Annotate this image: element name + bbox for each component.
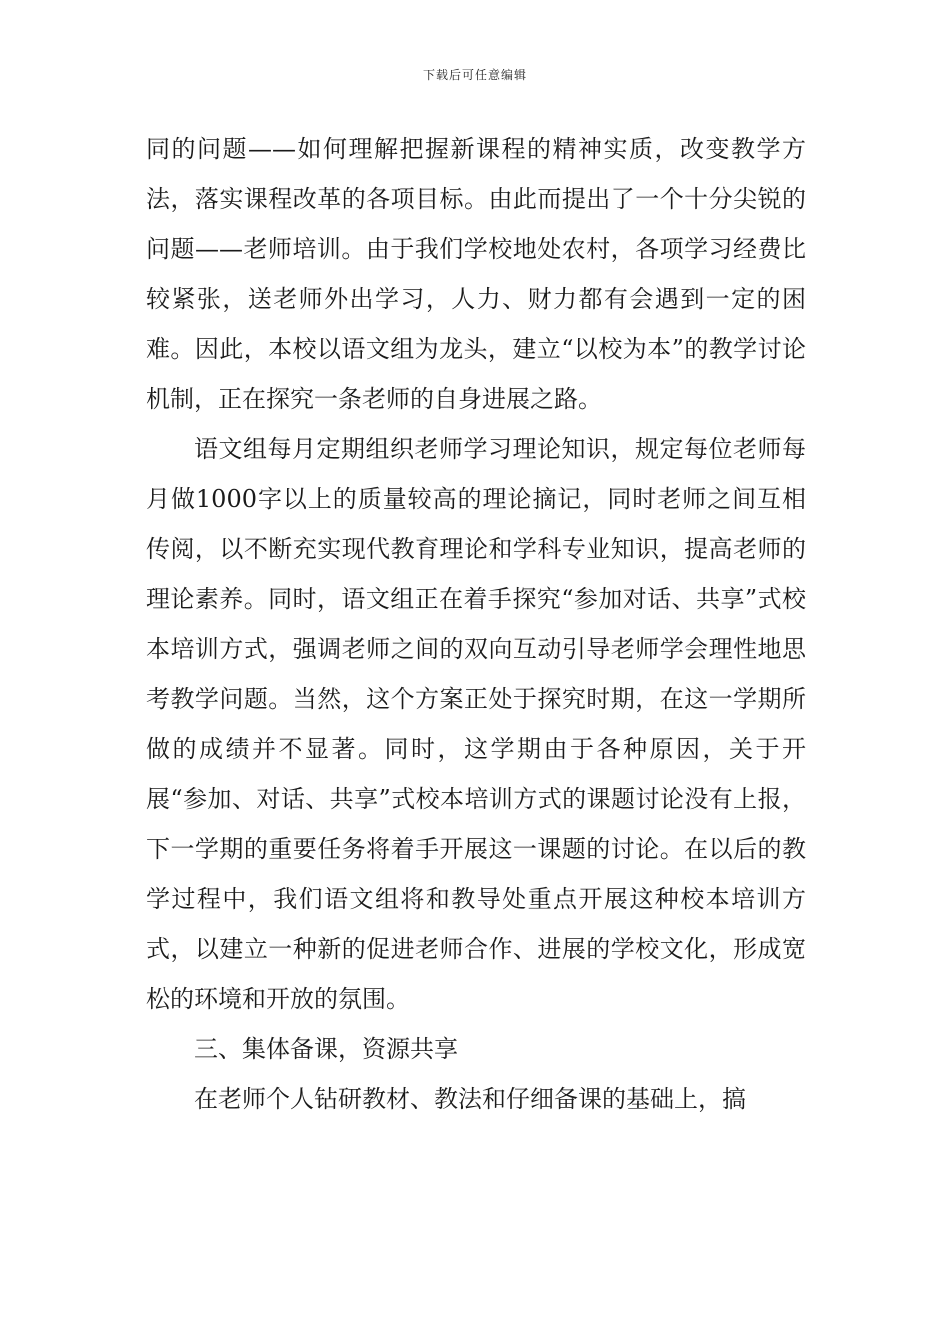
page-header: 下载后可任意编辑: [422, 68, 527, 82]
document-body: [146, 124, 806, 1124]
paragraph-collective-prep: 在老师个人钻研教材、教法和仔细备课的基础上，搞: [194, 1085, 746, 1113]
section-heading: 三、集体备课，资源共享: [194, 1035, 458, 1063]
paragraph-continued: 同的问题——如何理解把握新课程的精神实质，改变教学方法，落实课程改革的各项目标。由此而提出了一个十分尖锐的问题——老师培训。由于我们学校地处农村，各项学习经费比较紧张，送老师外出学习，人力、财力都有会遇到一定的困难。因此，本校以语文组为龙头，建立“以校为本”的教学讨论机制，正在探究一条老师的自身进展之路。: [146, 135, 806, 413]
paragraph-language-group: 语文组每月定期组织老师学习理论知识，规定每位老师每月做1000字以上的质量较高的理论摘记，同时老师之间互相传阅，以不断充实现代教育理论和学科专业知识，提高老师的理论素养。同时，语文组正在着手探究“参加对话、共享”式校本培训方式，强调老师之间的双向互动引导老师学会理性地思考教学问题。当然，这个方案正处于探究时期，在这一学期所做的成绩并不显著。同时，这学期由于各种原因，关于开展“参加、对话、共享”式校本培训方式的课题讨论没有上报，下一学期的重要任务将着手开展这一课题的讨论。在以后的教学过程中，我们语文组将和教导处重点开展这种校本培训方式，以建立一种新的促进老师合作、进展的学校文化，形成宽松的环境和开放的氛围。: [146, 435, 806, 1013]
